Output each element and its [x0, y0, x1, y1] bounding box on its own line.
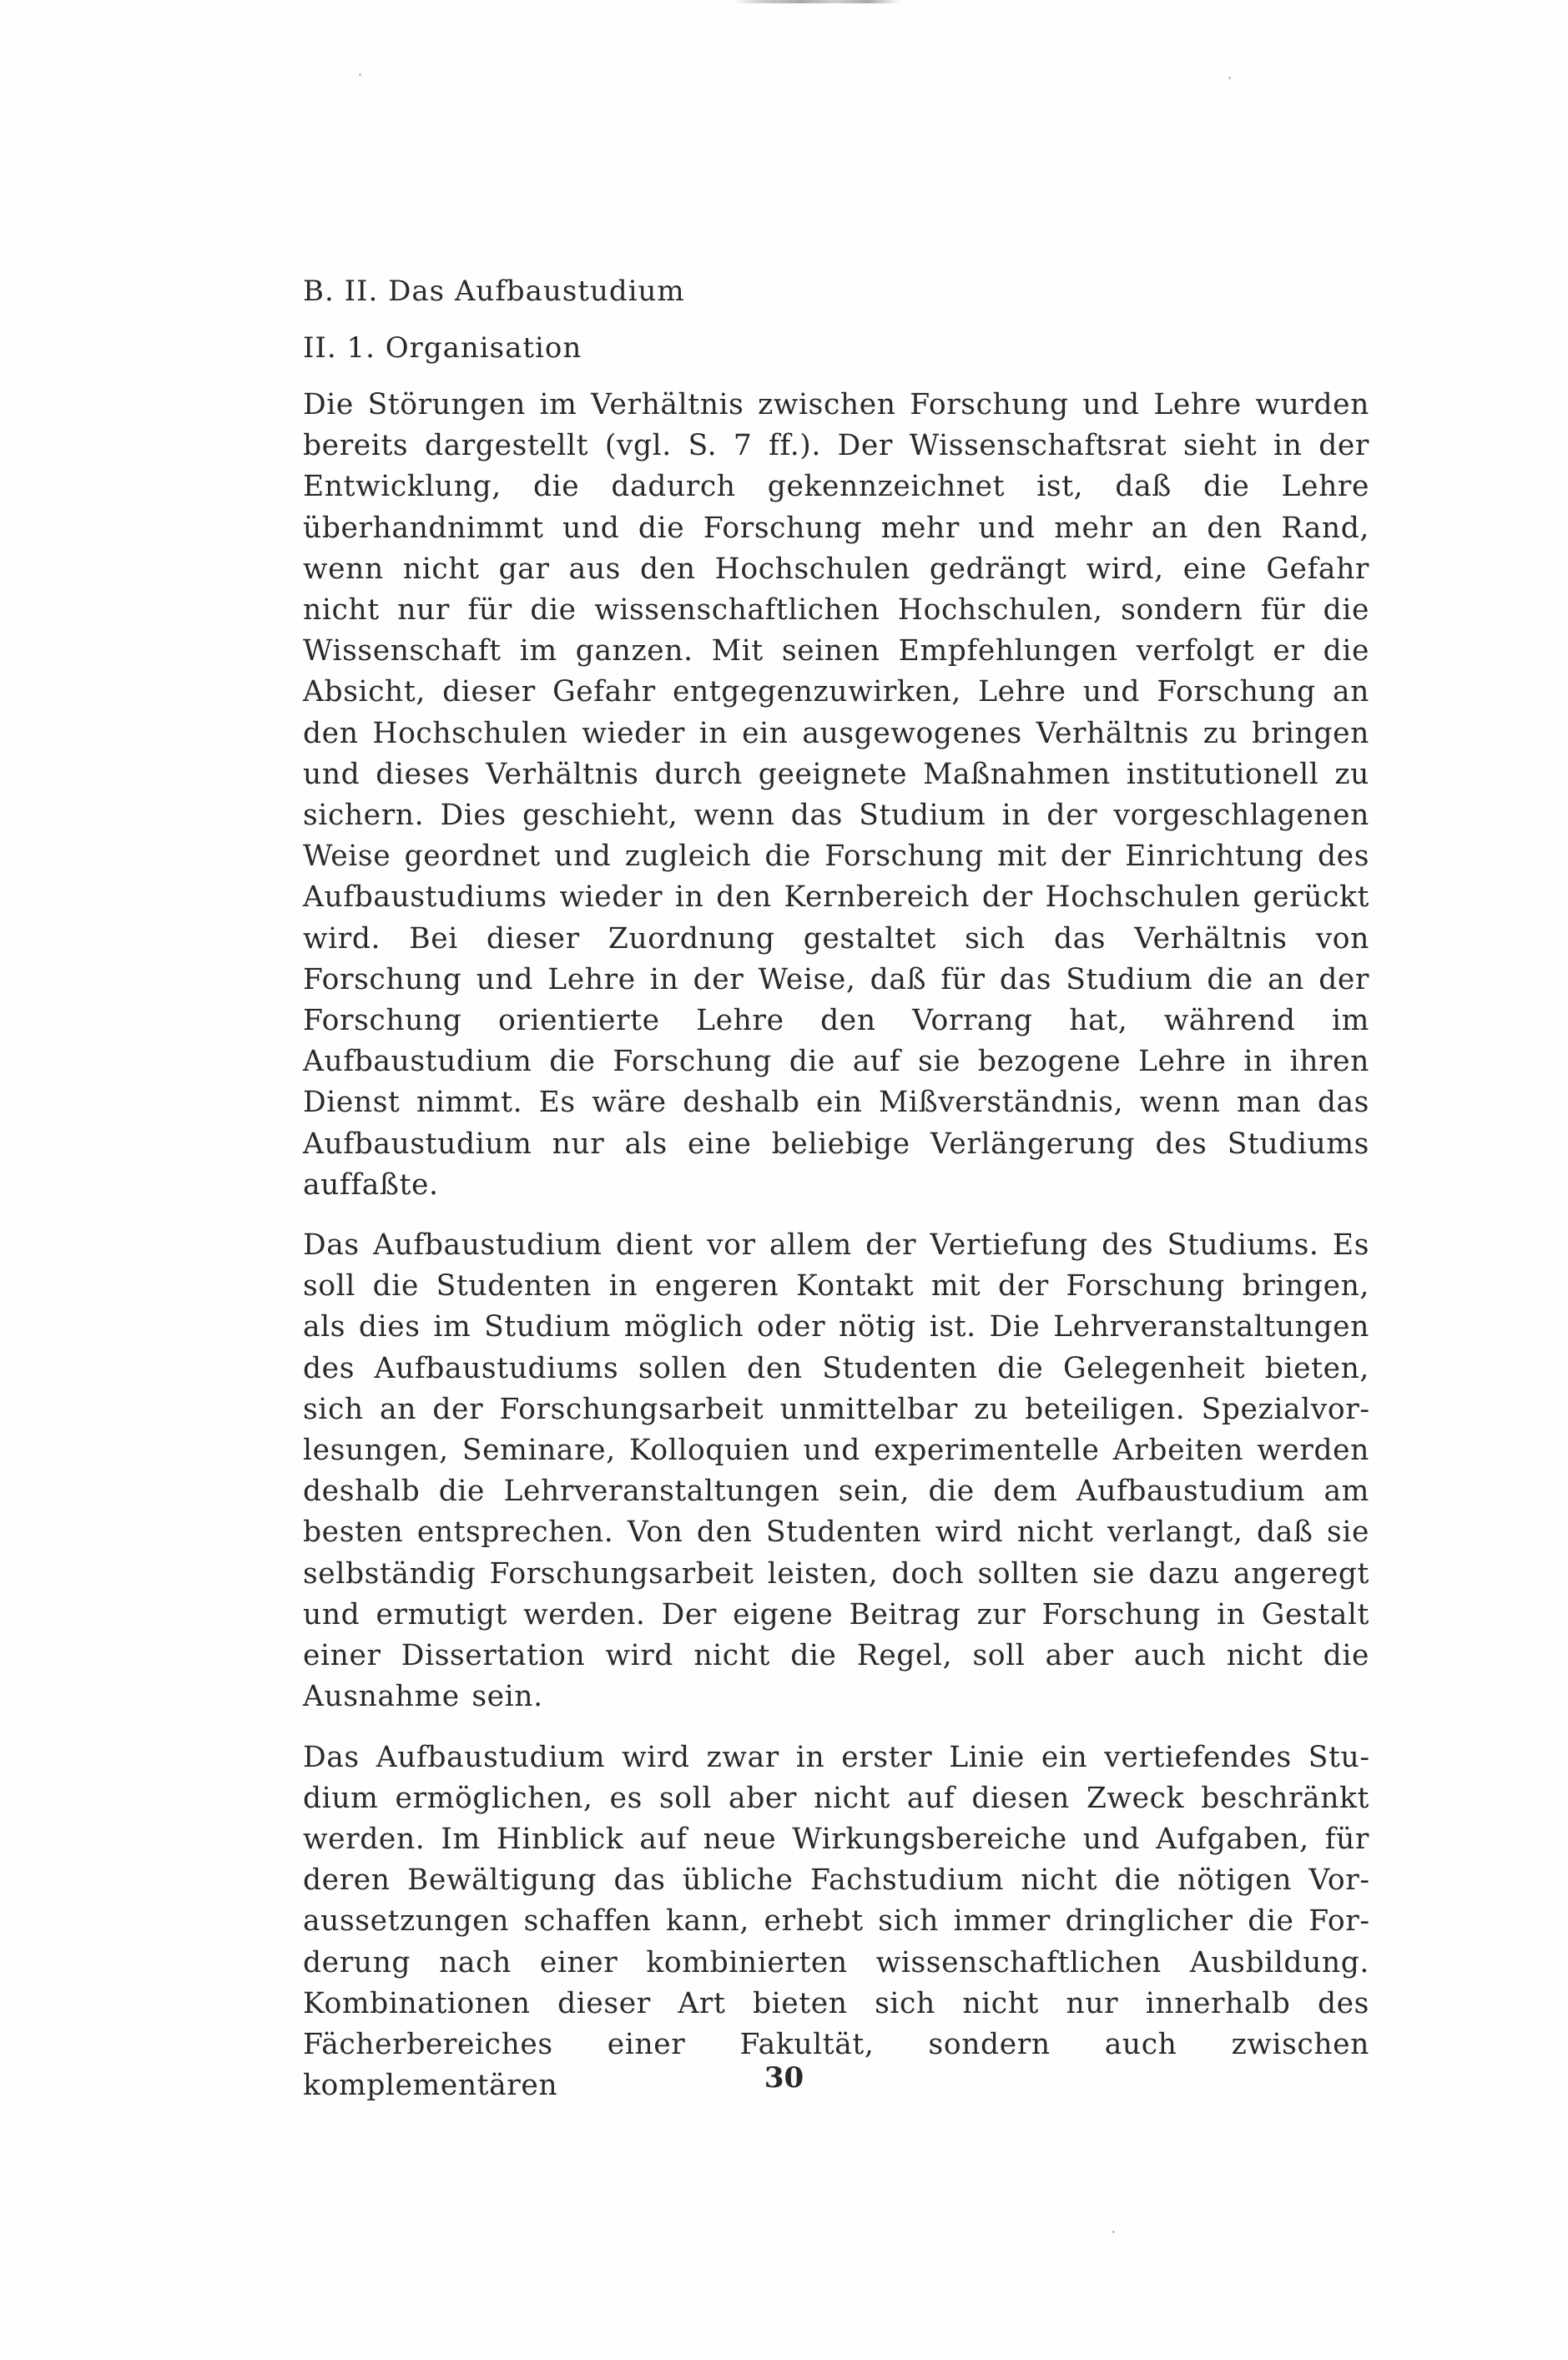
subsection-heading: II. 1. Organisation [303, 331, 582, 365]
scan-speck [1228, 77, 1231, 79]
paragraph-1: Die Störungen im Verhältnis zwischen Forschung und Lehre wurden bereits dargestellt (vgl. S. 7 ff.). Der Wissenschaftsrat sieht in der Entwicklung, die dadurch gekennzeichnet ist, daß die Lehre überhandnimmt und die Forschung mehr und mehr an den Rand, wenn nicht gar aus den Hochschulen gedrängt wird, eine Gefahr nicht nur für die wissenschaftlichen Hochschulen, sondern für die Wissenschaft im ganzen. Mit seinen Empfehlungen verfolgt er die Absicht, dieser Gefahr entgegenzuwirken, Lehre und Forschung an den Hochschulen wieder in ein ausgewogenes Verhältnis zu bringen und dieses Verhältnis durch geeignete Maßnahmen institutionell zu sichern. Dies geschieht, wenn das Studium in der vorgeschlagenen Weise geordnet und zugleich die Forschung mit der Einrichtung des Aufbaustudiums wieder in den Kernbereich der Hochschulen gerückt wird. Bei dieser Zuordnung gestaltet sich das Verhältnis von Forschung und Lehre in der Weise, daß für das Studium die an der Forschung orientierte Lehre den Vorrang hat, während im Aufbaustudium die Forschung die auf sie bezogene Lehre in ihren Dienst nimmt. Es wäre deshalb ein Mißverständnis, wenn man das Aufbaustudium nur als eine beliebige Verlängerung des Studiums auffaßte. [303, 388, 1369, 1202]
scan-speck [359, 73, 361, 76]
page-number: 30 [764, 2061, 804, 2095]
scan-speck [1112, 2231, 1115, 2233]
paragraph-2: Das Aufbaustudium dient vor allem der Vertiefung des Studiums. Es soll die Studenten in engeren Kontakt mit der Forschung bringen, als dies im Studium möglich oder nötig ist. Die Lehrveranstaltungen des Aufbaustudiums sollen den Studenten die Gelegenheit bieten, sich an der Forschungsarbeit unmittelbar zu beteiligen. Spezialvorlesungen, Seminare, Kolloquien und experimentelle Arbeiten werden deshalb die Lehrveranstaltungen sein, die dem Aufbaustudium am besten entsprechen. Von den Studenten wird nicht verlangt, daß sie selbständig Forschungsarbeit leisten, doch sollten sie dazu angeregt und ermutigt werden. Der eigene Beitrag zur Forschung in Gestalt einer Dissertation wird nicht die Regel, soll aber auch nicht die Ausnahme sein. [303, 1228, 1369, 1714]
scan-artifact [734, 0, 901, 3]
body-text [303, 271, 1369, 2126]
paragraph-3: Das Aufbaustudium wird zwar in erster Linie ein vertiefendes Studium ermöglichen, es soll aber nicht auf diesen Zweck beschränkt werden. Im Hinblick auf neue Wirkungsbereiche und Aufgaben, für deren Bewältigung das übliche Fachstudium nicht die nötigen Voraussetzungen schaffen kann, erhebt sich immer dringlicher die Forderung nach einer kombinierten wissenschaftlichen Ausbildung. Kombinationen dieser Art bieten sich nicht nur innerhalb des Fächerbereiches einer Fakultät, sondern auch zwischen komplementären [303, 1740, 1369, 2103]
section-heading: B. II. Das Aufbaustudium [303, 275, 685, 308]
